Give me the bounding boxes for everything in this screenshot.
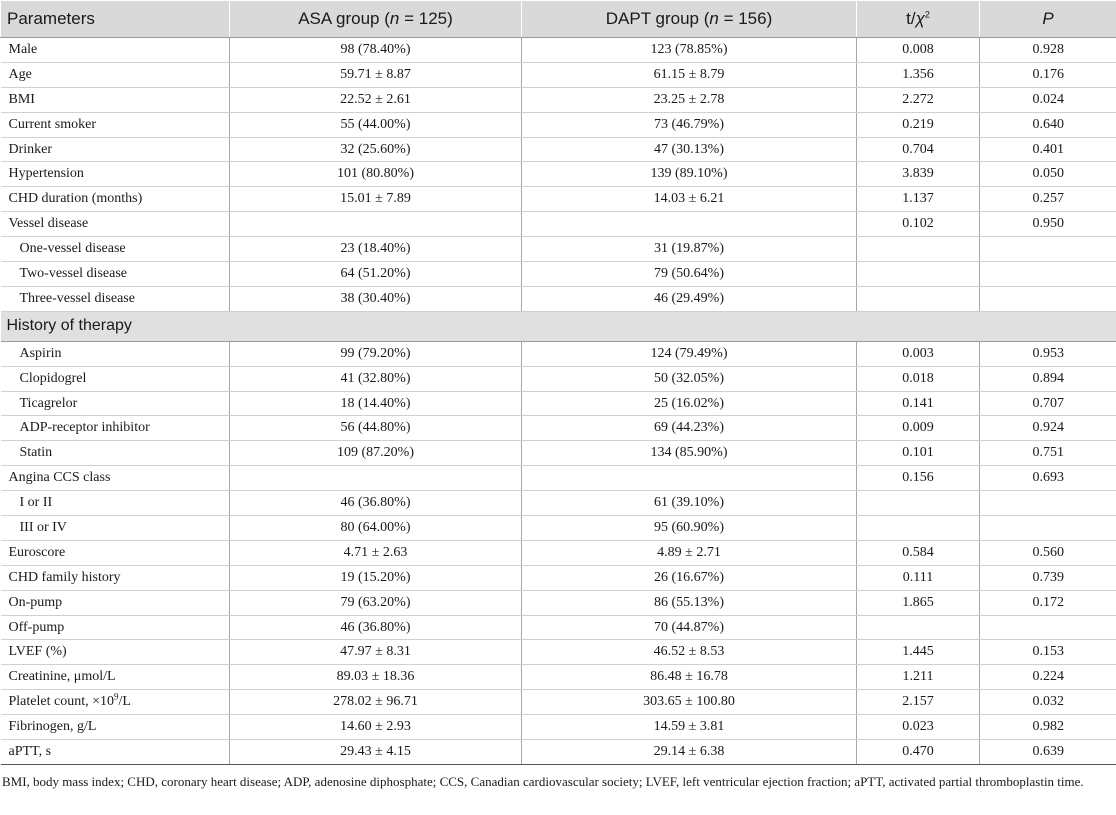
asa-value: 15.01 ± 7.89 xyxy=(230,187,522,212)
header-asa-group: ASA group (n = 125) xyxy=(230,1,522,38)
asa-value: 89.03 ± 18.36 xyxy=(230,665,522,690)
table-row xyxy=(1,341,1116,366)
table-row xyxy=(1,615,1116,640)
row-label: BMI xyxy=(1,87,230,112)
p-value: 0.224 xyxy=(980,665,1116,690)
asa-value: 22.52 ± 2.61 xyxy=(230,87,522,112)
table-row xyxy=(1,740,1116,765)
row-label: Off-pump xyxy=(1,615,230,640)
dapt-value: 29.14 ± 6.38 xyxy=(522,740,857,765)
row-label: Clopidogrel xyxy=(1,366,230,391)
test-statistic xyxy=(857,237,980,262)
p-value xyxy=(980,286,1116,311)
table-row xyxy=(1,366,1116,391)
table-row xyxy=(1,62,1116,87)
row-label: CHD family history xyxy=(1,565,230,590)
asa-value: 4.71 ± 2.63 xyxy=(230,540,522,565)
row-label: Current smoker xyxy=(1,112,230,137)
row-label: Hypertension xyxy=(1,162,230,187)
row-label: Three-vessel disease xyxy=(1,286,230,311)
row-label: CHD duration (months) xyxy=(1,187,230,212)
table-row xyxy=(1,466,1116,491)
test-statistic: 0.009 xyxy=(857,416,980,441)
p-value: 0.172 xyxy=(980,590,1116,615)
p-value: 0.257 xyxy=(980,187,1116,212)
asa-value: 14.60 ± 2.93 xyxy=(230,715,522,740)
row-label: Euroscore xyxy=(1,540,230,565)
table-row xyxy=(1,391,1116,416)
table-row xyxy=(1,690,1116,715)
table-row xyxy=(1,87,1116,112)
asa-value: 109 (87.20%) xyxy=(230,441,522,466)
p-value xyxy=(980,491,1116,516)
table-row xyxy=(1,565,1116,590)
header-dapt-group: DAPT group (n = 156) xyxy=(522,1,857,38)
p-value: 0.176 xyxy=(980,62,1116,87)
row-label: Statin xyxy=(1,441,230,466)
asa-value: 23 (18.40%) xyxy=(230,237,522,262)
header-row xyxy=(1,1,1116,38)
test-statistic: 2.157 xyxy=(857,690,980,715)
dapt-value: 124 (79.49%) xyxy=(522,341,857,366)
asa-value xyxy=(230,212,522,237)
asa-value: 99 (79.20%) xyxy=(230,341,522,366)
table-row xyxy=(1,212,1116,237)
header-p-value: P xyxy=(980,1,1116,38)
test-statistic: 1.137 xyxy=(857,187,980,212)
test-statistic xyxy=(857,516,980,541)
test-statistic xyxy=(857,491,980,516)
test-statistic xyxy=(857,262,980,287)
dapt-value: 47 (30.13%) xyxy=(522,137,857,162)
asa-value: 46 (36.80%) xyxy=(230,615,522,640)
asa-value: 278.02 ± 96.71 xyxy=(230,690,522,715)
row-label: Male xyxy=(1,38,230,63)
asa-value: 80 (64.00%) xyxy=(230,516,522,541)
dapt-value: 61 (39.10%) xyxy=(522,491,857,516)
row-label: Fibrinogen, g/L xyxy=(1,715,230,740)
asa-value: 79 (63.20%) xyxy=(230,590,522,615)
table-row xyxy=(1,715,1116,740)
row-label: Age xyxy=(1,62,230,87)
asa-value: 29.43 ± 4.15 xyxy=(230,740,522,765)
dapt-value: 70 (44.87%) xyxy=(522,615,857,640)
table-row xyxy=(1,590,1116,615)
p-value: 0.693 xyxy=(980,466,1116,491)
dapt-value: 50 (32.05%) xyxy=(522,366,857,391)
test-statistic xyxy=(857,615,980,640)
row-label: Vessel disease xyxy=(1,212,230,237)
test-statistic: 0.003 xyxy=(857,341,980,366)
p-value: 0.953 xyxy=(980,341,1116,366)
p-value: 0.640 xyxy=(980,112,1116,137)
p-value: 0.032 xyxy=(980,690,1116,715)
test-statistic: 0.156 xyxy=(857,466,980,491)
p-value: 0.153 xyxy=(980,640,1116,665)
dapt-value xyxy=(522,212,857,237)
header-parameters: Parameters xyxy=(1,1,230,38)
test-statistic: 1.356 xyxy=(857,62,980,87)
p-value: 0.401 xyxy=(980,137,1116,162)
asa-value: 64 (51.20%) xyxy=(230,262,522,287)
dapt-value: 86 (55.13%) xyxy=(522,590,857,615)
test-statistic: 0.470 xyxy=(857,740,980,765)
table-row xyxy=(1,112,1116,137)
row-label: III or IV xyxy=(1,516,230,541)
test-statistic: 2.272 xyxy=(857,87,980,112)
dapt-value: 86.48 ± 16.78 xyxy=(522,665,857,690)
test-statistic: 0.023 xyxy=(857,715,980,740)
dapt-value: 95 (60.90%) xyxy=(522,516,857,541)
asa-value: 59.71 ± 8.87 xyxy=(230,62,522,87)
asa-value: 98 (78.40%) xyxy=(230,38,522,63)
row-label: Two-vessel disease xyxy=(1,262,230,287)
asa-value xyxy=(230,466,522,491)
test-statistic: 0.111 xyxy=(857,565,980,590)
dapt-value: 26 (16.67%) xyxy=(522,565,857,590)
test-statistic: 0.704 xyxy=(857,137,980,162)
dapt-value: 79 (50.64%) xyxy=(522,262,857,287)
row-label: Ticagrelor xyxy=(1,391,230,416)
dapt-value: 4.89 ± 2.71 xyxy=(522,540,857,565)
test-statistic: 0.102 xyxy=(857,212,980,237)
p-value: 0.924 xyxy=(980,416,1116,441)
test-statistic: 0.008 xyxy=(857,38,980,63)
row-label: Platelet count, $\times 10^9/L$ xyxy=(1,690,230,715)
row-label: LVEF (%) xyxy=(1,640,230,665)
table-row xyxy=(1,262,1116,287)
table-row xyxy=(1,38,1116,63)
table-row xyxy=(1,187,1116,212)
test-statistic: 1.865 xyxy=(857,590,980,615)
asa-value: 56 (44.80%) xyxy=(230,416,522,441)
p-value: 0.894 xyxy=(980,366,1116,391)
asa-value: 41 (32.80%) xyxy=(230,366,522,391)
p-value: 0.050 xyxy=(980,162,1116,187)
row-label: I or II xyxy=(1,491,230,516)
dapt-value xyxy=(522,466,857,491)
table-row xyxy=(1,237,1116,262)
row-label: Aspirin xyxy=(1,341,230,366)
p-value: 0.751 xyxy=(980,441,1116,466)
dapt-value: 14.59 ± 3.81 xyxy=(522,715,857,740)
table-row xyxy=(1,516,1116,541)
dapt-value: 31 (19.87%) xyxy=(522,237,857,262)
p-value: 0.982 xyxy=(980,715,1116,740)
dapt-value: 73 (46.79%) xyxy=(522,112,857,137)
test-statistic: 1.211 xyxy=(857,665,980,690)
p-value: 0.560 xyxy=(980,540,1116,565)
row-label: Angina CCS class xyxy=(1,466,230,491)
dapt-value: 139 (89.10%) xyxy=(522,162,857,187)
asa-value: 18 (14.40%) xyxy=(230,391,522,416)
asa-value: 101 (80.80%) xyxy=(230,162,522,187)
test-statistic: 0.018 xyxy=(857,366,980,391)
asa-value: 55 (44.00%) xyxy=(230,112,522,137)
row-label: aPTT, s xyxy=(1,740,230,765)
dapt-value: 46.52 ± 8.53 xyxy=(522,640,857,665)
dapt-value: 61.15 ± 8.79 xyxy=(522,62,857,87)
p-value: 0.707 xyxy=(980,391,1116,416)
test-statistic: 3.839 xyxy=(857,162,980,187)
p-value: 0.950 xyxy=(980,212,1116,237)
table-row xyxy=(1,441,1116,466)
test-statistic xyxy=(857,286,980,311)
row-label: Drinker xyxy=(1,137,230,162)
dapt-value: 303.65 ± 100.80 xyxy=(522,690,857,715)
section-row xyxy=(1,311,1116,341)
test-statistic: 0.219 xyxy=(857,112,980,137)
p-value xyxy=(980,615,1116,640)
p-value: 0.024 xyxy=(980,87,1116,112)
asa-value: 46 (36.80%) xyxy=(230,491,522,516)
row-label: Creatinine, μmol/L xyxy=(1,665,230,690)
test-statistic: 0.101 xyxy=(857,441,980,466)
asa-value: 38 (30.40%) xyxy=(230,286,522,311)
dapt-value: 46 (29.49%) xyxy=(522,286,857,311)
dapt-value: 123 (78.85%) xyxy=(522,38,857,63)
asa-value: 19 (15.20%) xyxy=(230,565,522,590)
dapt-value: 14.03 ± 6.21 xyxy=(522,187,857,212)
row-label: On-pump xyxy=(1,590,230,615)
asa-value: 32 (25.60%) xyxy=(230,137,522,162)
table-row xyxy=(1,162,1116,187)
dapt-value: 134 (85.90%) xyxy=(522,441,857,466)
table-row xyxy=(1,640,1116,665)
p-value xyxy=(980,237,1116,262)
section-history-of-therapy: History of therapy xyxy=(1,311,1116,341)
dapt-value: 23.25 ± 2.78 xyxy=(522,87,857,112)
row-label: ADP-receptor inhibitor xyxy=(1,416,230,441)
p-value: 0.739 xyxy=(980,565,1116,590)
dapt-value: 69 (44.23%) xyxy=(522,416,857,441)
p-value xyxy=(980,262,1116,287)
table-row xyxy=(1,137,1116,162)
p-value: 0.639 xyxy=(980,740,1116,765)
table-row xyxy=(1,491,1116,516)
p-value: 0.928 xyxy=(980,38,1116,63)
table-row xyxy=(1,540,1116,565)
test-statistic: 1.445 xyxy=(857,640,980,665)
table-footnote: BMI, body mass index; CHD, coronary heart disease; ADP, adenosine diphosphate; CCS, Canadian cardiovascular society; LVEF, left ventricular ejection fraction; aPTT, activated partial thromboplastin time. xyxy=(2,773,1084,789)
header-test-statistic: $t/\chi^2$ xyxy=(857,1,980,38)
test-statistic: 0.141 xyxy=(857,391,980,416)
asa-value: 47.97 ± 8.31 xyxy=(230,640,522,665)
p-value xyxy=(980,516,1116,541)
dapt-value: 25 (16.02%) xyxy=(522,391,857,416)
table-row xyxy=(1,286,1116,311)
table-row xyxy=(1,665,1116,690)
row-label: One-vessel disease xyxy=(1,237,230,262)
test-statistic: 0.584 xyxy=(857,540,980,565)
table-row xyxy=(1,416,1116,441)
